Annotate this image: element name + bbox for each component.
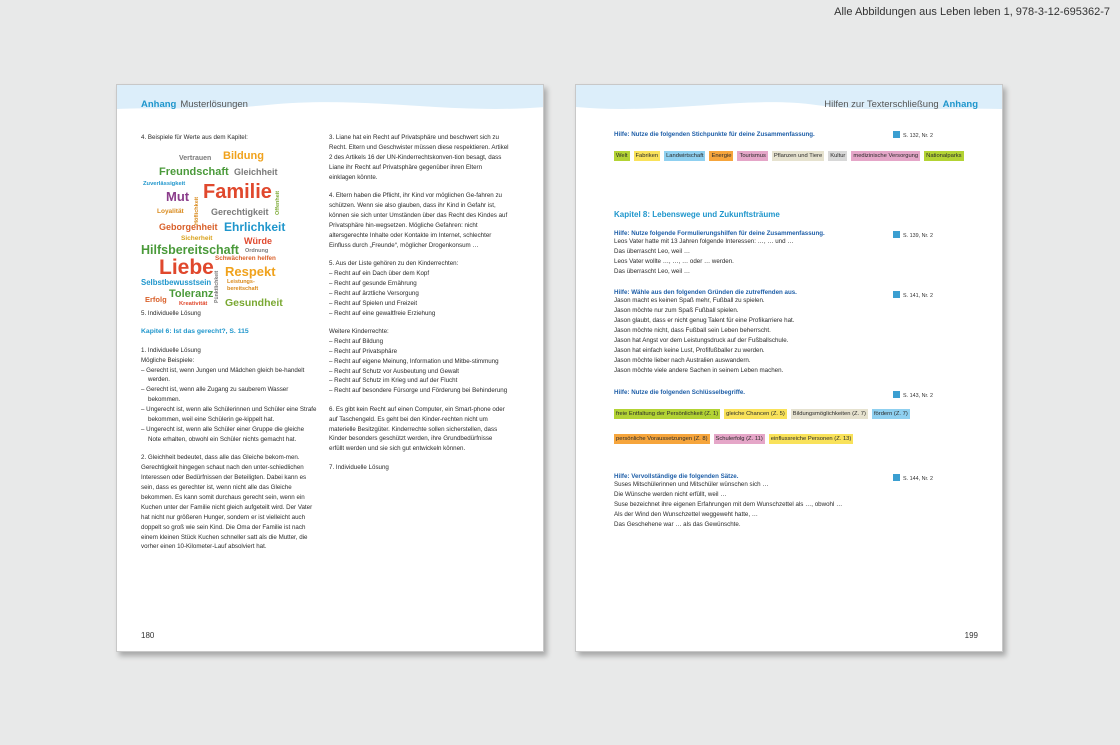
cloud-word: Erfolg [145, 294, 167, 304]
help-line: Jason hat Angst vor dem Leistungsdruck auf der Fußballschule. [614, 337, 789, 344]
keyword-tag: Welt [616, 153, 628, 159]
answer-7: 7. Individuelle Lösung [329, 463, 389, 471]
answer-5: 5. Individuelle Lösung [141, 309, 201, 317]
help-line: Jason glaubt, dass er nicht genug Talent für eine Profikarriere hat. [614, 317, 795, 324]
page-reference: S. 139, Nr. 2 [893, 231, 933, 239]
word-cloud [141, 147, 293, 307]
cloud-word: Hilfsbereitschaft [141, 242, 239, 257]
page-reference: S. 141, Nr. 2 [893, 291, 933, 299]
left-column-1 [141, 133, 317, 552]
cloud-word: bereitschaft [227, 285, 259, 292]
k6-examples-label: Mögliche Beispiele: [141, 356, 195, 364]
header-section: Anhang [141, 99, 177, 110]
cloud-word: Bildung [223, 149, 264, 162]
help-lines [614, 296, 974, 376]
header-section: Anhang [942, 99, 978, 110]
help-line: Jason hat einfach keine Lust, Profifußballer zu werden. [614, 347, 765, 354]
book-icon [893, 131, 900, 138]
book-icon [893, 474, 900, 481]
book-icon [893, 231, 900, 238]
page-number: 199 [964, 631, 978, 640]
page-header [141, 99, 248, 110]
list-item: – Gerecht ist, wenn alle Zugang zu sauberem Wasser bekommen. [141, 386, 289, 404]
list-item: – Recht auf ärztliche Versorgung [329, 289, 419, 297]
list-item: – Ungerecht ist, wenn alle Schülerinnen und Schüler eine Strafe bekommen, weil eine Schülerin ge-kippelt hat. [141, 406, 317, 424]
help-lines [614, 480, 974, 530]
page-reference: S. 144, Nr. 2 [893, 474, 933, 482]
help-line: Das überrascht Leo, weil … [614, 248, 691, 255]
image-credit: Alle Abbildungen aus Leben leben 1, 978-3-12-695362-7 [834, 6, 1110, 18]
cloud-word: Freundschaft [159, 165, 229, 178]
keyword-tag: Landwirtschaft [666, 153, 704, 159]
cloud-word: Sicherheit [181, 234, 213, 242]
keyword-tag: freie Entfaltung der Persönlichkeit (Z. 1) [616, 411, 719, 417]
help-line: Leos Vater hatte mit 13 Jahren folgende Interessen: …, … und … [614, 238, 794, 245]
help-line: Jason möchte viele andere Sachen in seinem Leben machen. [614, 367, 784, 374]
keyword-tag: Energie [711, 153, 732, 159]
list-item: – Recht auf Bildung [329, 337, 384, 345]
kapitel-6-heading: Kapitel 6: Ist das gerecht?, S. 115 [141, 328, 249, 336]
cloud-word: Kreativität [179, 300, 208, 307]
cloud-word: Selbstbewusstsein [141, 277, 212, 287]
list-item: – Ungerecht ist, wenn alle Schüler einer Gruppe die gleiche Note erhalten, obwohl ein Schüler nichts gemacht hat. [141, 425, 305, 443]
book-icon [893, 291, 900, 298]
keyword-tag: Kultur [830, 153, 846, 159]
cloud-word: Ehrlichkeit [224, 219, 286, 234]
answer-4: 4. Eltern haben die Pflicht, ihr Kind vor möglichen Ge-fahren zu schützen. Wenn sie also glauben, dass ihr Kind in Gefahr ist, können sie sich unter Umständen über das Recht des Kindes auf Privatsphäre hin-wegsetzen. Mögliche Gefahren: nicht altersgerechte Inhalte oder Kontakte im Internet, schlechter Einfluss durch „Freunde“, möglicher Drogenkonsum … [329, 192, 508, 249]
help-line: Leos Vater wollte …, …, … oder … werden. [614, 258, 734, 265]
hint-text: Hilfe: Nutze die folgenden Stichpunkte für deine Zusammenfassung. [614, 131, 815, 138]
answer-5-intro: 5. Aus der Liste gehören zu den Kinderrechten: [329, 259, 459, 267]
cloud-word: Pünktlichkeit [214, 270, 220, 303]
list-item: – Recht auf ein Dach über dem Kopf [329, 269, 430, 277]
list-item: – Gerecht ist, wenn Jungen und Mädchen gleich be-handelt werden. [141, 366, 305, 384]
list-item: – Recht auf gesunde Ernährung [329, 279, 417, 287]
further-rights-label: Weitere Kinderrechte: [329, 327, 389, 335]
page-number: 180 [141, 631, 155, 640]
help-line: Suse bezeichnet ihre eigenen Erfahrungen mit dem Wunschzettel als …, obwohl … [614, 501, 843, 508]
list-item: – Recht auf Schutz im Krieg und auf der Flucht [329, 377, 458, 385]
k6-answer-1: 1. Individuelle Lösung [141, 346, 201, 354]
right-page [575, 84, 1003, 652]
keyword-tags [614, 144, 974, 169]
cloud-word: Vertrauen [179, 154, 212, 162]
list-item: – Recht auf Spielen und Freizeit [329, 299, 418, 307]
cloud-word: Leistungs- [227, 278, 255, 285]
cloud-word: Zuverlässigkeit [143, 180, 186, 187]
keyword-tag: fördern (Z. 7) [873, 411, 908, 417]
list-item: – Recht auf Schutz vor Ausbeutung und Gewalt [329, 367, 460, 375]
keyword-tag: Nationalparks [926, 153, 962, 159]
keyword-tag: Fabriken [635, 153, 659, 159]
keyword-tag: Schulerfolg (Z. 11) [715, 436, 763, 442]
cloud-word: Loyalität [157, 207, 184, 215]
hint-text: Hilfe: Nutze die folgenden Schlüsselbegriffe. [614, 389, 745, 396]
keyword-tag: einflussreiche Personen (Z. 13) [770, 436, 852, 442]
help-line: Das Geschehene war … als das Gewünschte. [614, 521, 741, 528]
keyword-tag: Bildungsmöglichkeiten (Z. 7) [792, 411, 866, 417]
cloud-word: Liebe [159, 255, 214, 279]
cloud-word: Gerechtigkeit [211, 206, 269, 217]
cloud-word: Schwächeren helfen [215, 254, 276, 262]
answer-3: 3. Liane hat ein Recht auf Privatsphäre und beschwert sich zu Recht. Eltern und Geschwister müssen diese respektieren. Artikel 2 des Artikels 16 der UN-Kinderrechtskonven-tion besagt, dass Liane ihr Recht auf Privatsphäre gegenüber ihren Eltern einklagen könnte. [329, 134, 509, 181]
hint-text: Hilfe: Nutze folgende Formulierungshilfen für deine Zusammenfassung. [614, 230, 825, 237]
cloud-word: Toleranz [169, 287, 214, 300]
hint-text: Hilfe: Vervollständige die folgenden Sätze. [614, 473, 739, 480]
help-line: Das überrascht Leo, weil … [614, 268, 691, 275]
header-title: Musterlösungen [180, 99, 248, 110]
keyword-tag: medizinische Versorgung [853, 153, 919, 159]
cloud-word: Familie [203, 180, 272, 203]
answer-6: 6. Es gibt kein Recht auf einen Computer, ein Smart-phone oder auf Taschengeld. Es geht bei den Kinder-rechten nicht um materielle Besitzgüter. Kinderrechte sollen sicherstellen, dass Kinder besonders geschützt werden, ihre Grundbedürfnisse erfüllt werden und sie sich gut entwickeln können. [329, 405, 505, 453]
page-reference: S. 132, Nr. 2 [893, 131, 933, 139]
list-item: – Recht auf eine gewaltfreie Erziehung [329, 309, 436, 317]
help-line: Jason macht es keinen Spaß mehr, Fußball zu spielen. [614, 297, 765, 304]
header-title: Hilfen zur Texterschließung [824, 99, 939, 110]
left-page [116, 84, 544, 652]
page-header [824, 99, 978, 110]
left-column-2 [329, 133, 509, 473]
keyword-tag: Tourismus [739, 153, 766, 159]
kapitel-8-heading: Kapitel 8: Lebenswege und Zukunftsträume [614, 210, 780, 219]
help-block-3 [614, 289, 974, 376]
list-item: – Recht auf besondere Fürsorge und Förderung bei Behinderung [329, 387, 508, 395]
help-line: Suses Mitschülerinnen und Mitschüler wünschen sich … [614, 481, 769, 488]
keyword-tags [614, 402, 974, 452]
cloud-word: Ordnung [245, 247, 269, 254]
help-lines [614, 237, 974, 277]
k6-answer-2: 2. Gleichheit bedeutet, dass alle das Gleiche bekom-men. Gerechtigkeit hingegen schaut nach den unter-schiedlichen Interessen oder Bedürfnissen der Beteiligten. Dabei kann es sein, dass es gerechter ist, wenn nicht alle das Gleiche bekommen. Es kann somit durchaus gerecht sein, wenn ein Kuchen unter der Familie nicht gleich aufgeteilt wird. Der Vater hat nicht nur größeren Hunger, sondern er ist vielleicht auch doppelt so groß wie sein Kind. Die Oma der Familie ist nach einem kleinen Stück Kuchen schneller satt als die Mutter, die vorher einen 10-Kilometer-Lauf absolviert hat. [141, 454, 313, 551]
help-line: Jason möchte nicht, dass Fußball sein Leben beherrscht. [614, 327, 771, 334]
keyword-tag: gleiche Chancen (Z. 5) [726, 411, 785, 417]
list-item: – Recht auf eigene Meinung, Information und Mitbe-stimmung [329, 357, 499, 365]
hint-text: Hilfe: Wähle aus den folgenden Gründen die zutreffenden aus. [614, 289, 797, 296]
cloud-word: Mut [166, 188, 190, 204]
cloud-word: Höflichkeit [194, 196, 200, 225]
help-line: Als der Wind den Wunschzettel weggeweht hatte, … [614, 511, 758, 518]
cloud-word: Gesundheit [225, 296, 283, 309]
keyword-tag: persönliche Voraussetzungen (Z. 8) [616, 436, 708, 442]
cloud-word: Respekt [225, 263, 276, 279]
cloud-word: Gleichheit [234, 166, 278, 177]
cloud-word: Geborgenheit [159, 221, 218, 232]
help-line: Jason möchte lieber nach Australien auswandern. [614, 357, 751, 364]
list-item: – Recht auf Privatsphäre [329, 347, 398, 355]
question-4: 4. Beispiele für Werte aus dem Kapitel: [141, 134, 248, 141]
keyword-tag: Pflanzen und Tiere [773, 153, 823, 159]
page-reference: S. 143, Nr. 2 [893, 391, 933, 399]
book-icon [893, 391, 900, 398]
cloud-word: Offenheit [275, 190, 281, 215]
cloud-word: Würde [244, 235, 272, 246]
help-line: Jason möchte nur zum Spaß Fußball spielen. [614, 307, 739, 314]
help-line: Die Wünsche werden nicht erfüllt, weil … [614, 491, 727, 498]
